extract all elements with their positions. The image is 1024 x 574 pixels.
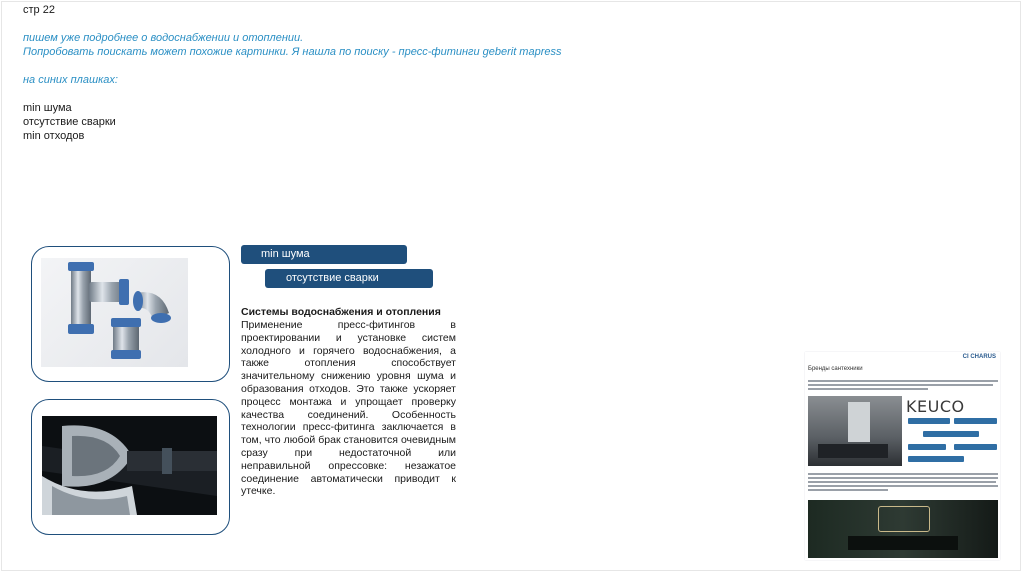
catalog-page-image — [805, 352, 1000, 560]
section-title: Системы водоснабжения и отопления — [241, 306, 441, 318]
brand-logo: KEUCO — [906, 397, 965, 416]
note-line-1: пишем уже подробнее о водоснабжении и отоплении. — [23, 32, 304, 44]
section-body: Применение пресс-фитингов в проектировании и установке систем холодного и горячего водоснабжения, а также отопления способствует значительному снижению уровня шума и образования отходов. Это также ускоряет процесс монтажа и упрощает проверку качества соединений. Особенность технологии пресс-фитинга заключается в том, что любой брак становится очевидным сразу при недостаточной или неправильной опрессовке: незажатое соединение автоматически приводит к утечке. — [241, 319, 456, 498]
bathroom-photo — [808, 396, 902, 466]
note-line-3: на синих плашках: — [23, 74, 118, 86]
dark-bathroom-photo — [808, 500, 998, 558]
pill-min-noise: min шума — [241, 245, 407, 264]
note-item-3: min отходов — [23, 130, 85, 142]
note-item-2: отсутствие сварки — [23, 116, 116, 128]
catalog-title: Бренды сантехники — [808, 366, 863, 372]
press-fittings-photo — [41, 258, 188, 367]
pill-no-welding: отсутствие сварки — [265, 269, 433, 288]
page-number: стр 22 — [23, 4, 55, 16]
press-tool-photo — [42, 416, 217, 515]
note-item-1: min шума — [23, 102, 72, 114]
catalog-logo: CI CHARUS — [962, 354, 996, 360]
note-line-2: Попробовать поискать может похожие картинки. Я нашла по поиску - пресс-фитинги geberit mapress — [23, 46, 562, 58]
